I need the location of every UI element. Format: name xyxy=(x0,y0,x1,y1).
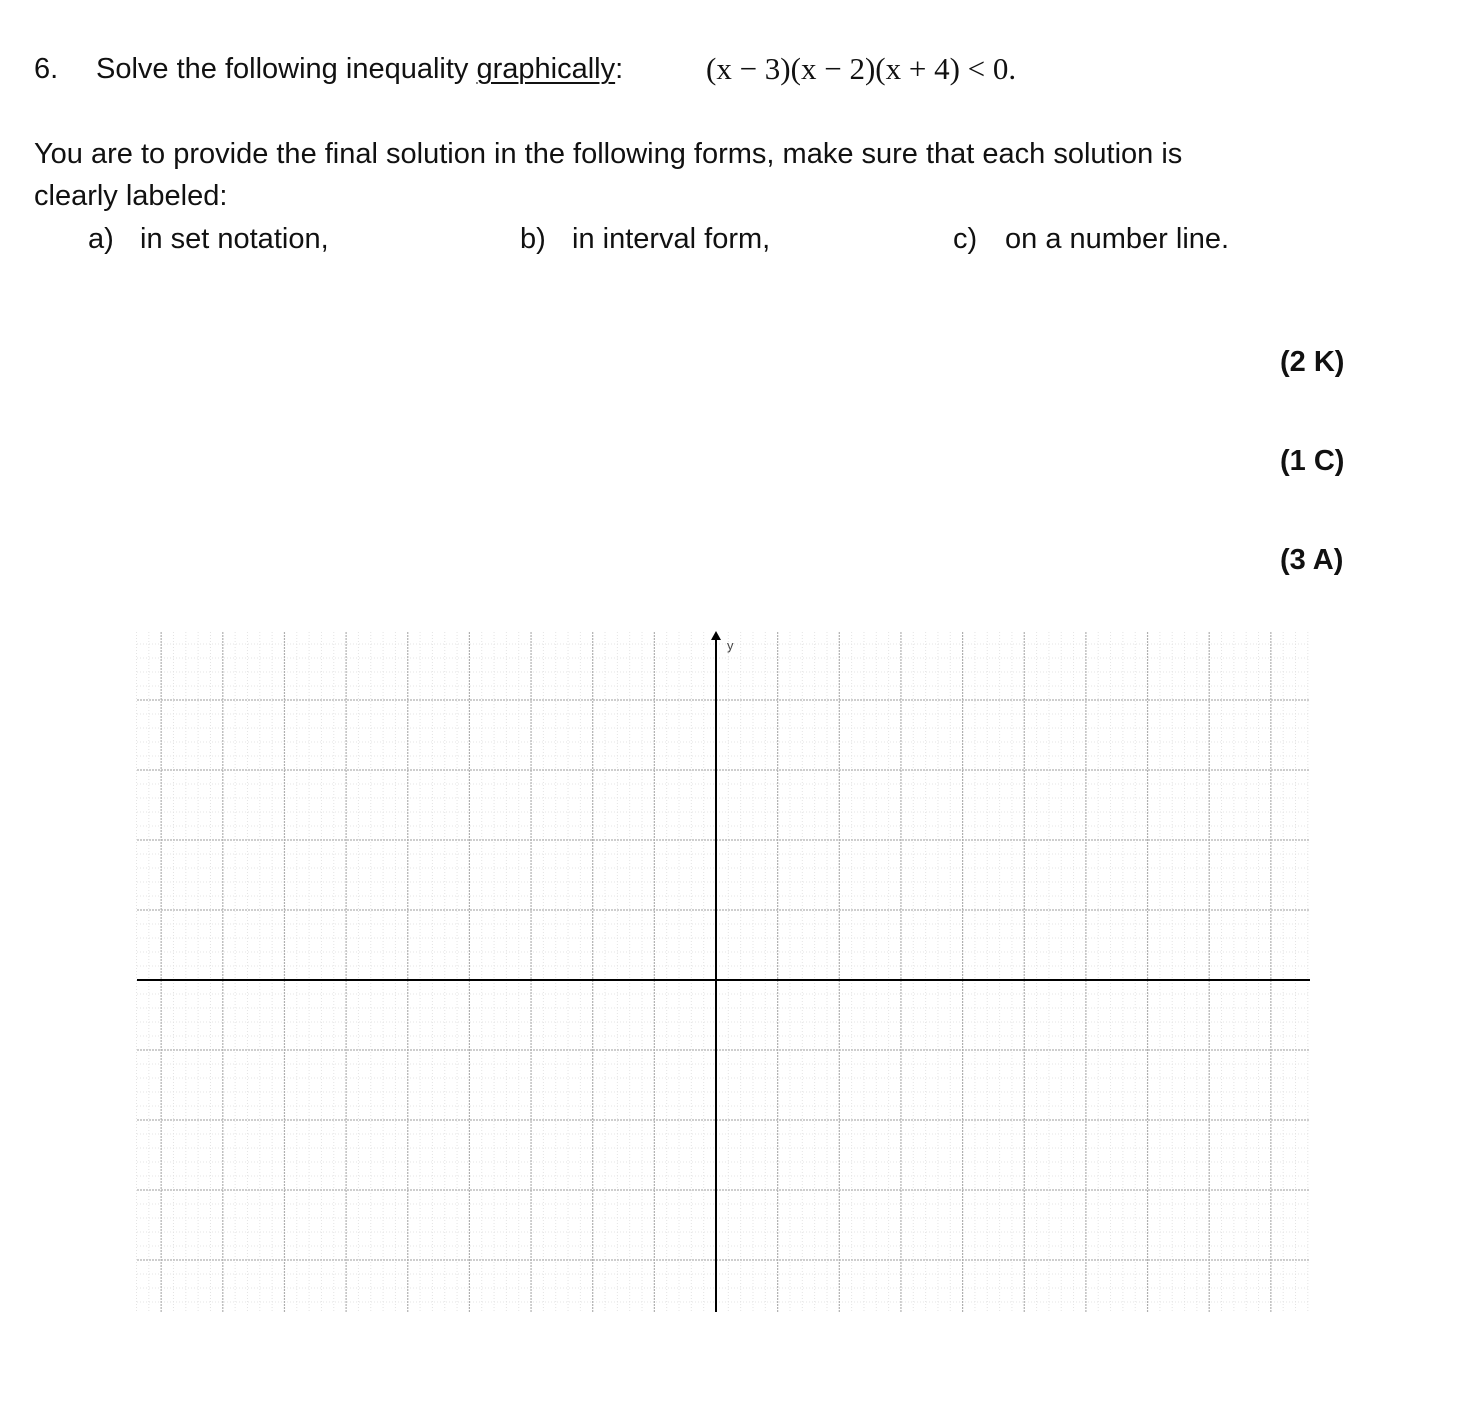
marks-communication: (1 C) xyxy=(1280,445,1345,477)
marks-knowledge: (2 K) xyxy=(1280,346,1345,378)
instruction-line-2: clearly labeled: xyxy=(34,180,228,212)
instruction-line-1: You are to provide the final solution in the following forms, make sure that each solution is xyxy=(34,138,1183,170)
question-number: 6. xyxy=(34,53,59,85)
grid-major-lines xyxy=(137,632,1310,1312)
factor-1: (x − 3) xyxy=(706,51,791,86)
part-b-label: b) xyxy=(520,223,546,255)
marks-application: (3 A) xyxy=(1280,544,1344,576)
y-axis-label: y xyxy=(727,638,734,653)
part-a-text: in set notation, xyxy=(140,223,329,255)
grid-fine-lines xyxy=(136,632,1310,1312)
prompt-text: Solve the following inequality xyxy=(96,53,469,85)
part-c-label: c) xyxy=(953,223,978,255)
factor-2: (x − 2) xyxy=(790,51,876,86)
part-a-label: a) xyxy=(88,223,114,255)
factor-3: (x + 4) xyxy=(875,51,960,86)
prompt-colon: : xyxy=(615,53,624,85)
part-b-text: in interval form, xyxy=(572,223,771,255)
prompt-keyword: graphically xyxy=(476,53,616,85)
y-axis-arrow-icon xyxy=(711,631,721,640)
inequality-relation: < 0. xyxy=(967,51,1017,86)
part-c-text: on a number line. xyxy=(1005,223,1230,255)
